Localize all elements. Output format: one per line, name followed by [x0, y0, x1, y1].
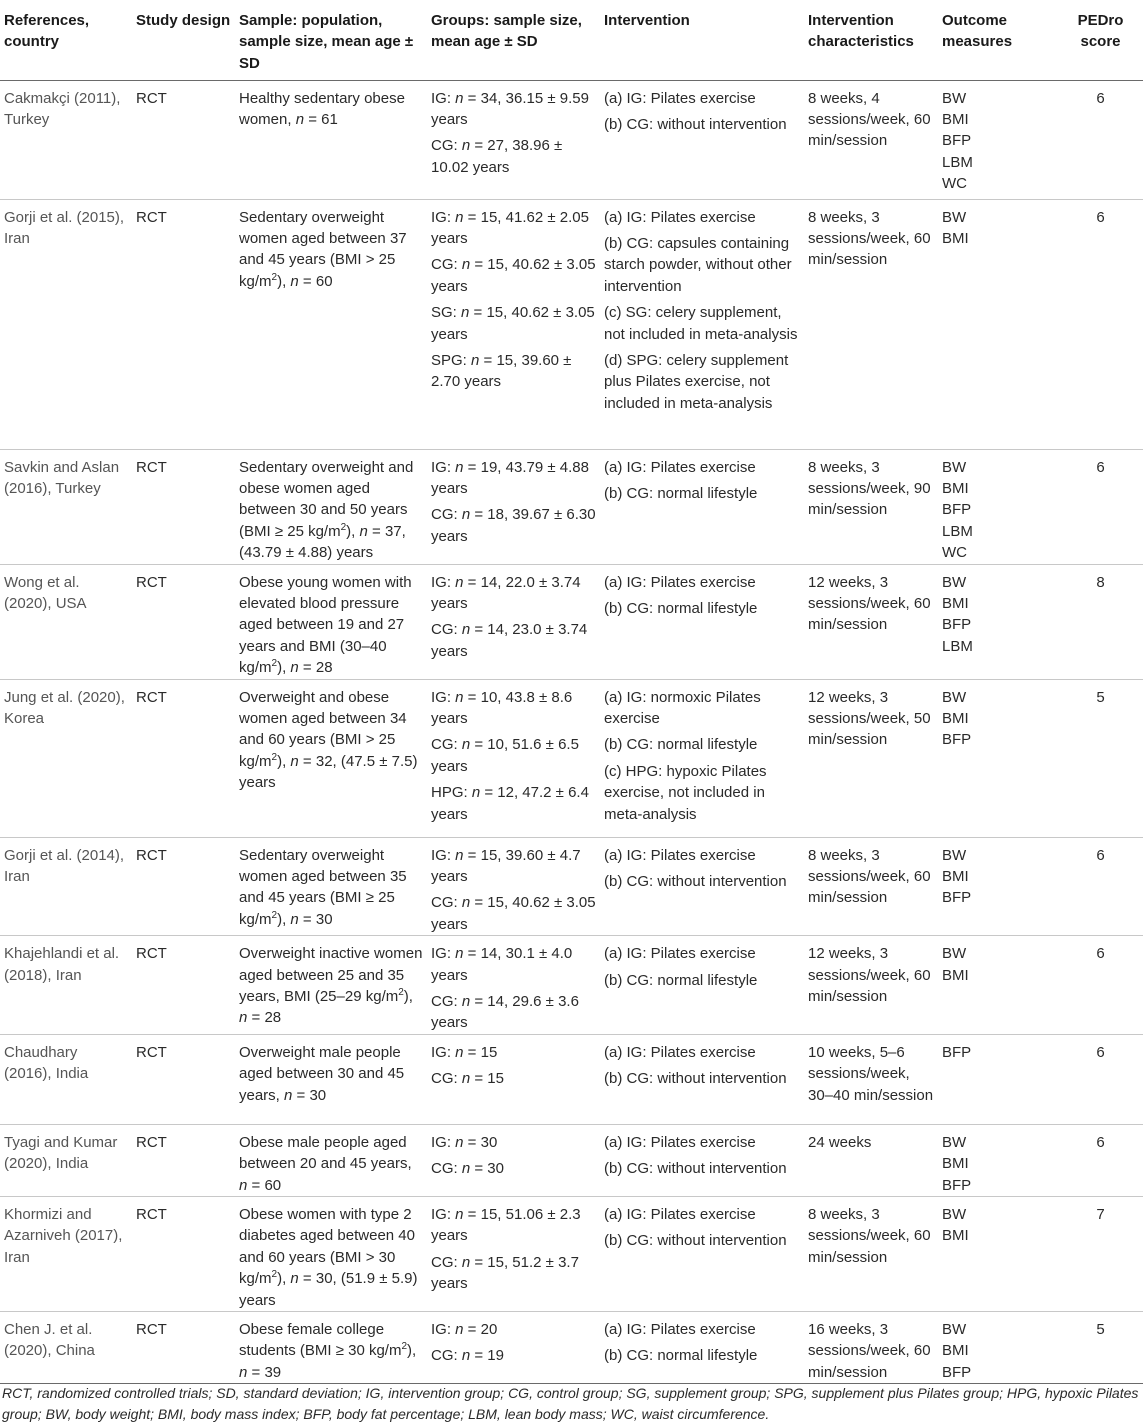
- sample-n-symbol: n: [359, 522, 368, 540]
- outcome-measure: BFP: [942, 1043, 972, 1061]
- outcome-measure: BW: [942, 1321, 967, 1339]
- cell-study-design: RCT: [132, 1197, 235, 1312]
- sample-size: = 60: [247, 1176, 282, 1194]
- cell-intervention: [600, 1124, 804, 1196]
- cell-intervention-characteristics: 8 weeks, 3 sessions/week, 60 min/session: [804, 199, 938, 449]
- group-n-symbol: n: [461, 1253, 471, 1271]
- sample-n-symbol: n: [290, 752, 299, 770]
- group-entry: CG: n = 14, 23.0 ± 3.74 years: [431, 621, 588, 660]
- cell-reference: Chaudhary (2016), India: [0, 1034, 132, 1124]
- cell-outcome-measures: [938, 449, 1058, 564]
- group-n-symbol: n: [455, 1043, 464, 1061]
- intervention-entry: (a) IG: Pilates exercise: [604, 573, 756, 591]
- sample-size: = 61: [304, 110, 338, 128]
- cell-sample: [235, 199, 427, 449]
- table-row: [0, 449, 1143, 564]
- intervention-entry: (a) IG: Pilates exercise: [604, 945, 756, 963]
- sample-size: = 30: [298, 910, 333, 928]
- table-row: [0, 679, 1143, 837]
- cell-pedro-score: 6: [1058, 1124, 1143, 1196]
- sample-n-symbol: n: [295, 110, 305, 128]
- group-entry: IG: n = 15, 51.06 ± 2.3 years: [431, 1206, 581, 1245]
- outcome-measure: BFP: [942, 889, 972, 907]
- cell-sample: [235, 679, 427, 837]
- cell-outcome-measures: [938, 80, 1058, 199]
- sample-unit-exponent: 2: [271, 658, 278, 670]
- group-entry: IG: n = 19, 43.79 ± 4.88 years: [431, 458, 589, 497]
- cell-groups: [427, 837, 600, 936]
- table-row: [0, 80, 1143, 199]
- group-entry: HPG: n = 12, 47.2 ± 6.4 years: [431, 784, 589, 823]
- intervention-entry: (b) CG: without intervention: [604, 1070, 787, 1088]
- group-entry: CG: n = 18, 39.67 ± 6.30 years: [431, 506, 596, 545]
- cell-study-design: RCT: [132, 80, 235, 199]
- cell-reference: Khormizi and Azarniveh (2017), Iran: [0, 1197, 132, 1312]
- sample-unit-exponent: 2: [340, 521, 347, 533]
- group-n-symbol: n: [461, 894, 471, 912]
- cell-intervention-characteristics: 12 weeks, 3 sessions/week, 50 min/session: [804, 679, 938, 837]
- sample-unit-exponent: 2: [271, 271, 278, 283]
- sample-text: ),: [407, 1342, 417, 1360]
- cell-intervention: [600, 936, 804, 1035]
- cell-study-design: RCT: [132, 936, 235, 1035]
- sample-unit-exponent: 2: [271, 909, 278, 921]
- cell-sample: [235, 1034, 427, 1124]
- outcome-measure: BW: [942, 89, 967, 107]
- cell-reference: Jung et al. (2020), Korea: [0, 679, 132, 837]
- outcome-measure: BW: [942, 458, 967, 476]
- cell-pedro-score: 6: [1058, 936, 1143, 1035]
- group-entry: IG: n = 30: [431, 1133, 498, 1151]
- table-row: [0, 837, 1143, 936]
- cell-intervention: [600, 1312, 804, 1384]
- cell-sample: [235, 80, 427, 199]
- cell-intervention-characteristics: 12 weeks, 3 sessions/week, 60 min/session: [804, 936, 938, 1035]
- intervention-entry: (b) CG: without intervention: [604, 1232, 787, 1250]
- sample-text: ),: [277, 752, 291, 770]
- header-pedro-score: PEDro score: [1058, 0, 1143, 80]
- outcome-measure: BFP: [942, 616, 972, 634]
- cell-outcome-measures: [938, 1197, 1058, 1312]
- cell-study-design: RCT: [132, 1312, 235, 1384]
- group-n-symbol: n: [455, 1133, 464, 1151]
- sample-unit-exponent: 2: [271, 1269, 278, 1281]
- cell-study-design: RCT: [132, 679, 235, 837]
- sample-text: Healthy sedentary obese women,: [239, 89, 405, 128]
- outcome-measure: BFP: [942, 1363, 972, 1381]
- outcome-measure: BMI: [942, 594, 969, 612]
- sample-text: Obese young women with elevated blood pressure aged between 19 and 27 years and BMI (30–40 kg/m: [239, 573, 412, 677]
- outcome-measure: BW: [942, 688, 967, 706]
- cell-study-design: RCT: [132, 1034, 235, 1124]
- cell-groups: [427, 1124, 600, 1196]
- table-header: [0, 0, 1143, 80]
- intervention-entry: (a) IG: Pilates exercise: [604, 1133, 756, 1151]
- outcome-measure: BMI: [942, 1342, 969, 1360]
- group-n-symbol: n: [461, 256, 471, 274]
- table-body: [0, 80, 1143, 1384]
- cell-outcome-measures: [938, 564, 1058, 679]
- cell-pedro-score: 6: [1058, 199, 1143, 449]
- group-entry: CG: n = 15, 40.62 ± 3.05 years: [431, 256, 596, 295]
- sample-text: ),: [346, 522, 360, 540]
- cell-study-design: RCT: [132, 837, 235, 936]
- cell-pedro-score: 5: [1058, 679, 1143, 837]
- table-row: [0, 199, 1143, 449]
- sample-text: Obese male people aged between 20 and 45 years,: [239, 1133, 412, 1173]
- group-n-symbol: n: [455, 688, 464, 706]
- table-row: [0, 1034, 1143, 1124]
- outcome-measure: BW: [942, 846, 967, 864]
- table-row: [0, 1124, 1143, 1196]
- intervention-entry: (b) CG: without intervention: [604, 115, 787, 133]
- intervention-entry: (b) CG: normal lifestyle: [604, 1347, 758, 1365]
- cell-outcome-measures: [938, 936, 1058, 1035]
- sample-n-symbol: n: [239, 1009, 248, 1027]
- group-entry: CG: n = 15, 40.62 ± 3.05 years: [431, 894, 596, 933]
- cell-reference: Gorji et al. (2014), Iran: [0, 837, 132, 936]
- group-entry: CG: n = 10, 51.6 ± 6.5 years: [431, 736, 579, 775]
- sample-unit-exponent: 2: [401, 1341, 408, 1353]
- outcome-measure: BMI: [942, 110, 969, 128]
- sample-text: ),: [277, 1270, 291, 1288]
- cell-intervention-characteristics: 10 weeks, 5–6 sessions/week, 30–40 min/session: [804, 1034, 938, 1124]
- group-n-symbol: n: [461, 1160, 471, 1178]
- cell-groups: [427, 679, 600, 837]
- sample-unit-exponent: 2: [271, 751, 278, 763]
- intervention-entry: (b) CG: without intervention: [604, 872, 787, 890]
- table-row: [0, 564, 1143, 679]
- cell-intervention: [600, 837, 804, 936]
- intervention-entry: (a) IG: Pilates exercise: [604, 208, 756, 226]
- group-n-symbol: n: [461, 621, 471, 639]
- outcome-measure: BMI: [942, 1155, 969, 1173]
- sample-text: ),: [277, 659, 291, 677]
- table-footnote: RCT, randomized controlled trials; SD, standard deviation; IG, intervention group; CG, control group; SG, supplement group; SPG, supplement plus Pilates group; HPG, hypoxic Pilates group; BW, body weight; BMI, body mass index; BFP, body fat percentage; LBM, lean body mass; WC, waist circumference.: [2, 1385, 1139, 1422]
- header-intervention: Intervention: [600, 0, 804, 80]
- sample-size: = 37, (43.79 ± 4.88) years: [239, 522, 406, 562]
- cell-reference: Cakmakçi (2011), Turkey: [0, 80, 132, 199]
- table-row: [0, 936, 1143, 1035]
- sample-size: = 28: [298, 659, 333, 677]
- cell-groups: [427, 199, 600, 449]
- sample-size: = 39: [247, 1363, 282, 1381]
- group-entry: CG: n = 15, 51.2 ± 3.7 years: [431, 1253, 579, 1293]
- sample-size: = 60: [298, 272, 333, 290]
- cell-intervention: [600, 1197, 804, 1312]
- group-n-symbol: n: [461, 736, 471, 754]
- cell-groups: [427, 80, 600, 199]
- intervention-entry: (a) IG: Pilates exercise: [604, 1043, 756, 1061]
- cell-reference: Gorji et al. (2015), Iran: [0, 199, 132, 449]
- header-intervention-characteristics: Intervention characteristics: [804, 0, 938, 80]
- group-n-symbol: n: [461, 993, 471, 1010]
- sample-size: = 28: [247, 1009, 282, 1027]
- sample-n-symbol: n: [239, 1176, 248, 1194]
- cell-pedro-score: 6: [1058, 449, 1143, 564]
- cell-pedro-score: 6: [1058, 837, 1143, 936]
- cell-sample: [235, 564, 427, 679]
- cell-study-design: RCT: [132, 199, 235, 449]
- cell-intervention-characteristics: 8 weeks, 3 sessions/week, 60 min/session: [804, 837, 938, 936]
- intervention-entry: (b) CG: without intervention: [604, 1160, 787, 1178]
- cell-pedro-score: 5: [1058, 1312, 1143, 1384]
- intervention-entry: (b) CG: normal lifestyle: [604, 484, 758, 502]
- sample-text: Sedentary overweight and obese women aged between 30 and 50 years (BMI ≥ 25 kg/m: [239, 458, 414, 540]
- cell-intervention-characteristics: 8 weeks, 4 sessions/week, 60 min/session: [804, 80, 938, 199]
- outcome-measure: LBM: [942, 522, 973, 540]
- group-n-symbol: n: [461, 1070, 471, 1088]
- cell-reference: Savkin and Aslan (2016), Turkey: [0, 449, 132, 564]
- sample-n-symbol: n: [290, 272, 299, 290]
- outcome-measure: BW: [942, 1206, 967, 1224]
- group-entry: SPG: n = 15, 39.60 ± 2.70 years: [431, 351, 572, 391]
- outcome-measure: BMI: [942, 229, 969, 247]
- header-sample: Sample: population, sample size, mean age ± SD: [235, 0, 427, 80]
- cell-outcome-measures: [938, 679, 1058, 837]
- cell-sample: [235, 1312, 427, 1384]
- sample-text: Overweight male people aged between 30 and 45 years,: [239, 1043, 405, 1104]
- sample-unit-exponent: 2: [398, 987, 404, 998]
- cell-intervention: [600, 1034, 804, 1124]
- table-row: [0, 1312, 1143, 1384]
- cell-intervention: [600, 449, 804, 564]
- cell-groups: [427, 1034, 600, 1124]
- group-entry: CG: n = 14, 29.6 ± 3.6 years: [431, 993, 579, 1032]
- sample-text: ),: [277, 910, 291, 928]
- intervention-entry: (d) SPG: celery supplement plus Pilates exercise, not included in meta-analysis: [604, 351, 789, 412]
- header-references: References, country: [0, 0, 132, 80]
- outcome-measure: BW: [942, 208, 967, 226]
- cell-intervention: [600, 564, 804, 679]
- outcome-measure: BFP: [942, 132, 972, 150]
- sample-text: Overweight inactive women aged between 25 and 35 years, BMI (25–29 kg/m: [239, 945, 423, 1005]
- cell-outcome-measures: [938, 1124, 1058, 1196]
- outcome-measure: BFP: [942, 1176, 972, 1194]
- group-n-symbol: n: [455, 573, 464, 591]
- group-n-symbol: n: [455, 458, 464, 476]
- cell-sample: [235, 936, 427, 1035]
- sample-text: ),: [403, 988, 413, 1005]
- sample-text: Sedentary overweight women aged between 35 and 45 years (BMI ≥ 25 kg/m: [239, 846, 407, 928]
- outcome-measure: BW: [942, 573, 967, 591]
- group-n-symbol: n: [455, 208, 464, 226]
- cell-intervention: [600, 199, 804, 449]
- group-n-symbol: n: [455, 89, 464, 107]
- outcome-measure: BMI: [942, 709, 969, 727]
- outcome-measure: BFP: [942, 731, 972, 749]
- intervention-entry: (a) IG: Pilates exercise: [604, 1321, 756, 1339]
- outcome-measure: WC: [942, 175, 967, 193]
- sample-n-symbol: n: [290, 910, 299, 928]
- cell-pedro-score: 6: [1058, 80, 1143, 199]
- cell-sample: [235, 837, 427, 936]
- sample-n-symbol: n: [290, 659, 299, 677]
- group-n-symbol: n: [461, 304, 470, 322]
- group-n-symbol: n: [461, 506, 471, 524]
- group-n-symbol: n: [471, 784, 481, 802]
- cell-pedro-score: 7: [1058, 1197, 1143, 1312]
- group-entry: IG: n = 15: [431, 1043, 498, 1061]
- cell-outcome-measures: [938, 1312, 1058, 1384]
- intervention-entry: (a) IG: Pilates exercise: [604, 89, 756, 107]
- sample-n-symbol: n: [239, 1363, 248, 1381]
- cell-reference: Khajehlandi et al. (2018), Iran: [0, 936, 132, 1035]
- outcome-measure: BMI: [942, 479, 969, 497]
- outcome-measure: BMI: [942, 867, 969, 885]
- group-entry: IG: n = 34, 36.15 ± 9.59 years: [431, 89, 589, 128]
- header-study-design: Study design: [132, 0, 235, 80]
- outcome-measure: BW: [942, 1133, 967, 1151]
- intervention-entry: (c) SG: celery supplement, not included in meta-analysis: [604, 304, 798, 343]
- sample-n-symbol: n: [290, 1270, 299, 1288]
- intervention-entry: (a) IG: Pilates exercise: [604, 1206, 756, 1224]
- cell-sample: [235, 449, 427, 564]
- outcome-measure: BW: [942, 945, 967, 963]
- cell-study-design: RCT: [132, 449, 235, 564]
- group-entry: IG: n = 10, 43.8 ± 8.6 years: [431, 688, 573, 727]
- cell-groups: [427, 449, 600, 564]
- group-entry: IG: n = 14, 30.1 ± 4.0 years: [431, 945, 573, 984]
- sample-text: Obese female college students (BMI ≥ 30 kg/m: [239, 1321, 402, 1360]
- cell-intervention-characteristics: 8 weeks, 3 sessions/week, 90 min/session: [804, 449, 938, 564]
- sample-size: = 32, (47.5 ± 7.5) years: [239, 752, 418, 792]
- outcome-measure: BMI: [942, 966, 969, 984]
- group-entry: CG: n = 15: [431, 1070, 504, 1088]
- cell-pedro-score: 8: [1058, 564, 1143, 679]
- group-entry: CG: n = 30: [431, 1160, 504, 1178]
- group-n-symbol: n: [471, 351, 480, 369]
- cell-intervention: [600, 80, 804, 199]
- sample-text: ),: [277, 272, 291, 290]
- cell-pedro-score: 6: [1058, 1034, 1143, 1124]
- outcome-measure: BFP: [942, 501, 972, 519]
- group-n-symbol: n: [455, 945, 464, 963]
- cell-reference: Tyagi and Kumar (2020), India: [0, 1124, 132, 1196]
- cell-reference: Wong et al. (2020), USA: [0, 564, 132, 679]
- cell-groups: [427, 936, 600, 1035]
- intervention-entry: (b) CG: normal lifestyle: [604, 599, 758, 617]
- cell-intervention: [600, 679, 804, 837]
- group-n-symbol: n: [455, 846, 464, 864]
- cell-groups: [427, 564, 600, 679]
- cell-outcome-measures: [938, 837, 1058, 936]
- header-groups: Groups: sample size, mean age ± SD: [427, 0, 600, 80]
- cell-outcome-measures: [938, 1034, 1058, 1124]
- intervention-entry: (b) CG: normal lifestyle: [604, 971, 758, 989]
- cell-groups: [427, 1197, 600, 1312]
- outcome-measure: BMI: [942, 1227, 969, 1245]
- group-entry: IG: n = 14, 22.0 ± 3.74 years: [431, 573, 581, 612]
- group-n-symbol: n: [455, 1206, 464, 1224]
- group-entry: CG: n = 19: [431, 1347, 504, 1365]
- cell-intervention-characteristics: 16 weeks, 3 sessions/week, 60 min/session: [804, 1312, 938, 1384]
- intervention-entry: (b) CG: normal lifestyle: [604, 736, 758, 754]
- sample-text: Obese women with type 2 diabetes aged between 40 and 60 years (BMI > 30 kg/m: [239, 1206, 415, 1288]
- intervention-entry: (a) IG: normoxic Pilates exercise: [604, 688, 761, 727]
- group-entry: IG: n = 15, 39.60 ± 4.7 years: [431, 846, 581, 885]
- table-row: [0, 1197, 1143, 1312]
- group-n-symbol: n: [461, 1347, 471, 1365]
- sample-n-symbol: n: [284, 1086, 293, 1104]
- intervention-entry: (b) CG: capsules containing starch powder, without other intervention: [604, 234, 792, 295]
- cell-reference: Chen J. et al. (2020), China: [0, 1312, 132, 1384]
- sample-size: = 30: [292, 1086, 327, 1104]
- group-entry: CG: n = 27, 38.96 ± 10.02 years: [431, 137, 563, 176]
- intervention-entry: (a) IG: Pilates exercise: [604, 458, 756, 476]
- group-entry: IG: n = 20: [431, 1321, 498, 1339]
- group-n-symbol: n: [461, 137, 471, 155]
- outcome-measure: LBM: [942, 637, 973, 655]
- sample-text: Overweight and obese women aged between 34 and 60 years (BMI > 25 kg/m: [239, 688, 407, 770]
- outcome-measure: WC: [942, 544, 967, 562]
- cell-outcome-measures: [938, 199, 1058, 449]
- intervention-entry: (c) HPG: hypoxic Pilates exercise, not included in meta-analysis: [604, 762, 767, 823]
- intervention-entry: (a) IG: Pilates exercise: [604, 846, 756, 864]
- group-n-symbol: n: [455, 1321, 464, 1339]
- cell-intervention-characteristics: 24 weeks: [804, 1124, 938, 1196]
- cell-sample: [235, 1197, 427, 1312]
- cell-sample: [235, 1124, 427, 1196]
- cell-study-design: RCT: [132, 564, 235, 679]
- group-entry: SG: n = 15, 40.62 ± 3.05 years: [431, 304, 595, 343]
- header-outcome-measures: Outcome measures: [938, 0, 1058, 80]
- cell-intervention-characteristics: 8 weeks, 3 sessions/week, 60 min/session: [804, 1197, 938, 1312]
- cell-study-design: RCT: [132, 1124, 235, 1196]
- outcome-measure: LBM: [942, 153, 973, 171]
- cell-groups: [427, 1312, 600, 1384]
- sample-size: = 30, (51.9 ± 5.9) years: [239, 1270, 418, 1309]
- sample-text: Sedentary overweight women aged between 37 and 45 years (BMI > 25 kg/m: [239, 208, 407, 290]
- cell-intervention-characteristics: 12 weeks, 3 sessions/week, 60 min/session: [804, 564, 938, 679]
- group-entry: IG: n = 15, 41.62 ± 2.05 years: [431, 208, 589, 247]
